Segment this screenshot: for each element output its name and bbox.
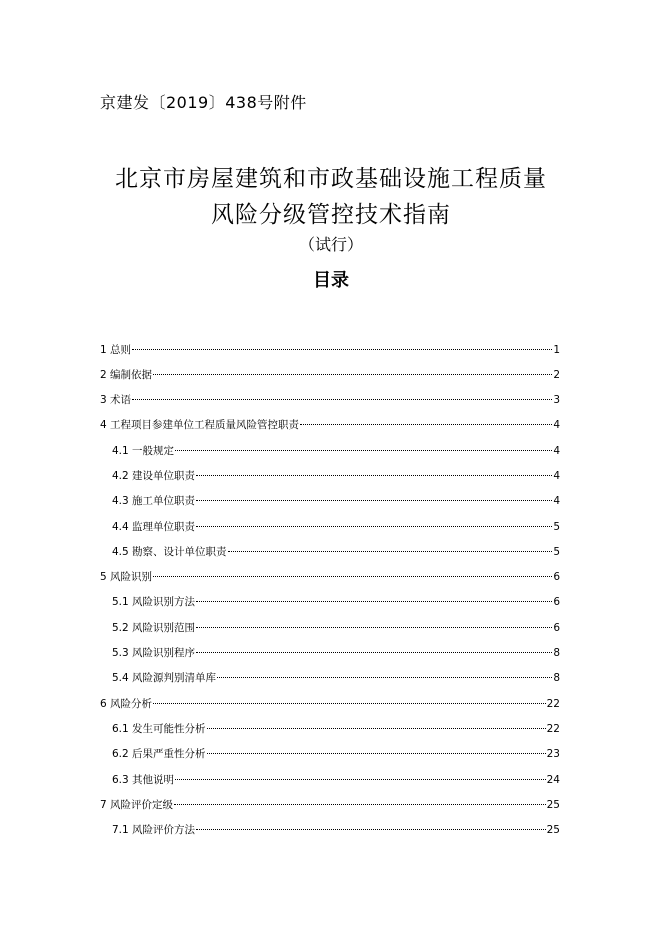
toc-entry-title: 3 术语 [100, 394, 132, 407]
toc-dot-leader [196, 515, 552, 527]
toc-entry-page-number: 22 [546, 722, 560, 735]
toc-dot-leader [217, 667, 552, 679]
toc-dot-leader [153, 692, 546, 704]
toc-dot-leader [196, 464, 552, 476]
document-title-line-1: 北京市房屋建筑和市政基础设施工程质量 [115, 166, 547, 192]
toc-entry-page-number: 1 [553, 343, 560, 356]
toc-entry-title: 7.1 风险评价方法 [112, 824, 196, 837]
toc-entry-page-number: 25 [546, 824, 560, 837]
toc-entry-page-number: 8 [553, 672, 560, 685]
toc-entry-title: 4.5 勘察、设计单位职责 [112, 545, 227, 558]
toc-dot-leader [153, 566, 552, 578]
toc-dot-leader [196, 642, 552, 654]
toc-entry-title: 2 编制依据 [100, 368, 153, 381]
toc-entry-page-number: 25 [546, 798, 560, 811]
toc-entry-page-number: 24 [546, 773, 560, 786]
document-reference: 京建发〔2019〕438号附件 [100, 93, 307, 112]
toc-dot-leader [132, 338, 552, 350]
toc-entry-page-number: 6 [553, 571, 560, 584]
toc-dot-leader [174, 793, 546, 805]
toc-entry-page-number: 6 [553, 621, 560, 634]
document-subtitle: （试行） [298, 235, 363, 254]
toc-dot-leader [175, 439, 552, 451]
toc-dot-leader [132, 389, 552, 401]
toc-entry-page-number: 5 [553, 545, 560, 558]
toc-heading: 目录 [313, 270, 349, 291]
toc-dot-leader [196, 819, 546, 831]
toc-dot-leader [196, 616, 552, 628]
toc-entry-page-number: 3 [553, 394, 560, 407]
toc-entry-title: 6.2 后果严重性分析 [112, 748, 206, 761]
toc-entry-page-number: 2 [553, 368, 560, 381]
toc-dot-leader [153, 363, 552, 375]
document-title-line-2: 风险分级管控技术指南 [211, 202, 451, 228]
toc-entry-page-number: 5 [553, 520, 560, 533]
toc-dot-leader [207, 717, 546, 729]
toc-entry-page-number: 4 [553, 444, 560, 457]
toc-entry-page-number: 8 [553, 647, 560, 660]
toc-entry[interactable] [100, 822, 560, 847]
toc-entry-page-number: 22 [546, 697, 560, 710]
toc-entry-page-number: 6 [553, 596, 560, 609]
toc-entry-page-number: 4 [553, 469, 560, 482]
toc-dot-leader [228, 540, 553, 552]
toc-entry-title: 4.1 一般规定 [112, 444, 175, 457]
toc-entry-page-number: 4 [553, 495, 560, 508]
toc-entry-title: 1 总则 [100, 343, 132, 356]
toc-dot-leader [175, 768, 546, 780]
toc-entry-title: 4.2 建设单位职责 [112, 469, 196, 482]
toc-entry-title: 7 风险评价定级 [100, 798, 174, 811]
table-of-contents [100, 341, 560, 847]
toc-entry-title: 6.1 发生可能性分析 [112, 722, 206, 735]
toc-entry-title: 5.4 风险源判别清单库 [112, 672, 217, 685]
toc-entry-title: 5 风险识别 [100, 571, 153, 584]
toc-entry-page-number: 4 [553, 419, 560, 432]
toc-entry-title: 6.3 其他说明 [112, 773, 175, 786]
toc-entry-title: 4.3 施工单位职责 [112, 495, 196, 508]
toc-entry-title: 5.2 风险识别范围 [112, 621, 196, 634]
toc-entry-title: 4 工程项目参建单位工程质量风险管控职责 [100, 419, 300, 432]
toc-entry-page-number: 23 [546, 748, 560, 761]
toc-entry-title: 5.3 风险识别程序 [112, 647, 196, 660]
toc-dot-leader [300, 414, 552, 426]
toc-dot-leader [196, 591, 552, 603]
toc-entry-title: 5.1 风险识别方法 [112, 596, 196, 609]
toc-entry-title: 4.4 监理单位职责 [112, 520, 196, 533]
toc-dot-leader [207, 743, 546, 755]
toc-entry-title: 6 风险分析 [100, 697, 153, 710]
toc-dot-leader [196, 490, 552, 502]
